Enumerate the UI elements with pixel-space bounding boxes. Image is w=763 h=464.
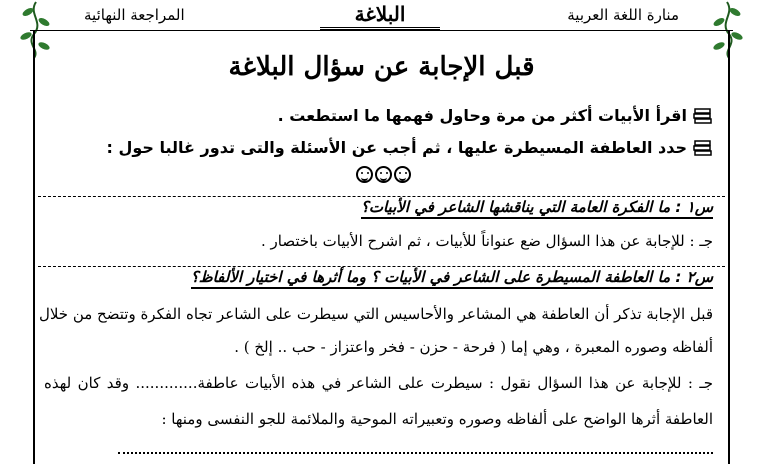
header-subject-title: البلاغة bbox=[320, 2, 440, 30]
answer-blank-line bbox=[118, 452, 713, 454]
answer-1: جـ : للإجابة عن هذا السؤال ضع عنواناً للأبيات ، ثم اشرح الأبيات باختصار . bbox=[260, 232, 713, 250]
answer-2-line: ألفاظه وصوره المعبرة ، وهي إما ( فرحة - حزن - فخر واعتزاز - حب .. إلخ ) . bbox=[234, 338, 713, 356]
header-brand-label: منارة اللغة العربية bbox=[567, 6, 679, 24]
book-stack-icon bbox=[693, 108, 713, 124]
answer-2-line: قبل الإجابة تذكر أن العاطفة هي المشاعر والأحاسيس التي سيطرت على الشاعر تجاه الفكرة وتتضح من خلال bbox=[38, 305, 713, 323]
smiley-face-icon bbox=[356, 166, 373, 183]
smiley-row bbox=[356, 166, 411, 183]
section-divider bbox=[38, 266, 725, 267]
frame-right-border bbox=[728, 30, 730, 464]
smiley-face-icon bbox=[394, 166, 411, 183]
question-2: س٢ : ما العاطفة المسيطرة على الشاعر في الأبيات ؟ وما أثرها في اختيار الألفاظ؟ bbox=[191, 268, 713, 289]
smiley-face-icon bbox=[375, 166, 392, 183]
page-title: قبل الإجابة عن سؤال البلاغة bbox=[228, 52, 535, 82]
book-stack-icon bbox=[693, 140, 713, 156]
section-divider bbox=[38, 196, 725, 197]
frame-left-border bbox=[33, 30, 35, 464]
header-review-label: المراجعة النهائية bbox=[84, 6, 185, 24]
question-1: س١ : ما الفكرة العامة التي يناقشها الشاعر في الأبيات؟ bbox=[361, 198, 713, 219]
instruction-text: اقرأ الأبيات أكثر من مرة وحاول فهمها ما استطعت . bbox=[277, 106, 687, 125]
answer-2-line: العاطفة أثرها الواضح على ألفاظه وصوره وتعبيراته الموحية والملائمة للجو النفسى ومنها : bbox=[161, 410, 713, 428]
instruction-text: حدد العاطفة المسيطرة عليها ، ثم أجب عن الأسئلة والتى تدور غالبا حول : bbox=[106, 138, 687, 157]
instruction-item bbox=[107, 138, 714, 157]
instruction-item bbox=[278, 106, 713, 125]
header-rule bbox=[30, 30, 733, 31]
answer-2-line: جـ : للإجابة عن هذا السؤال نقول : سيطرت على الشاعر في هذه الأبيات عاطفة............. وقد كان لهذه bbox=[44, 374, 713, 392]
